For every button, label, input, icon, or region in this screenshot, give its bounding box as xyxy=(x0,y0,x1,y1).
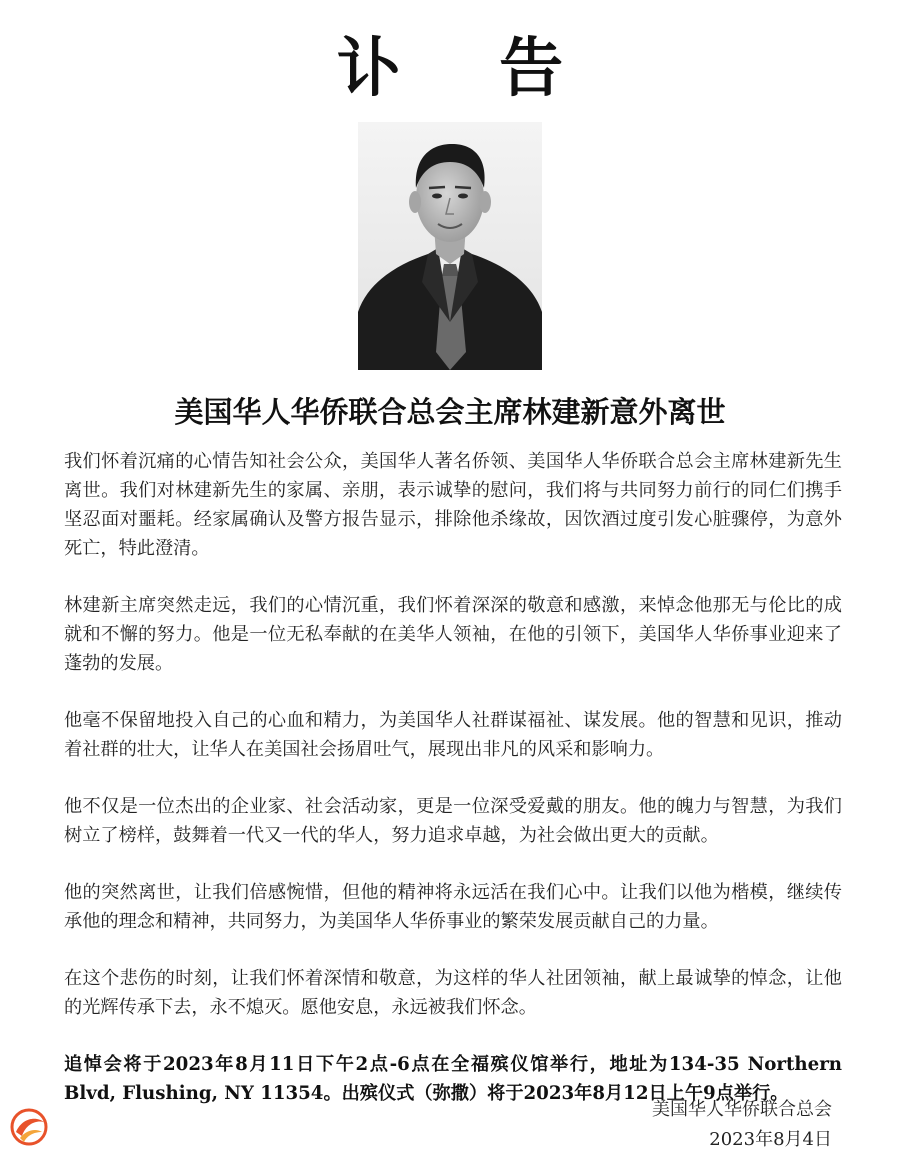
portrait-icon xyxy=(358,122,542,370)
paragraph-5: 他的突然离世，让我们倍感惋惜，但他的精神将永远活在我们心中。让我们以他为楷模，继续传承他的理念和精神，共同努力，为美国华人华侨事业的繁荣发展贡献自己的力量。 xyxy=(64,882,842,932)
obituary-body xyxy=(64,447,842,1136)
signature-organization: 美国华人华侨联合总会 xyxy=(652,1099,832,1120)
portrait-photo xyxy=(358,122,542,370)
obituary-headline: 美国华人华侨联合总会主席林建新意外离世 xyxy=(174,395,726,429)
paragraph-1: 我们怀着沉痛的心情告知社会公众，美国华人著名侨领、美国华人华侨联合总会主席林建新先生离世。我们对林建新先生的家属、亲朋，表示诚挚的慰问，我们将与共同努力前行的同仁们携手坚忍面对噩耗。经家属确认及警方报告显示，排除他杀缘故，因饮酒过度引发心脏骤停，为意外死亡，特此澄清。 xyxy=(64,451,842,559)
page-title: 讣 告 xyxy=(336,31,602,106)
signature-date: 2023年8月4日 xyxy=(709,1129,832,1150)
paragraph-2: 林建新主席突然走远，我们的心情沉重，我们怀着深深的敬意和感激，来悼念他那无与伦比的成就和不懈的努力。他是一位无私奉献的在美华人领袖，在他的引领下，美国华人华侨事业迎来了蓬勃的发展。 xyxy=(64,595,842,674)
paragraph-4: 他不仅是一位杰出的企业家、社会活动家，更是一位深受爱戴的朋友。他的魄力与智慧，为我们树立了榜样，鼓舞着一代又一代的华人，努力追求卓越，为社会做出更大的贡献。 xyxy=(64,796,842,846)
organization-logo-icon xyxy=(10,1108,48,1146)
signature-block xyxy=(652,1095,832,1155)
paragraph-3: 他毫不保留地投入自己的心血和精力，为美国华人社群谋福祉、谋发展。他的智慧和见识，推动着社群的壮大，让华人在美国社会扬眉吐气，展现出非凡的风采和影响力。 xyxy=(64,710,842,760)
service-notice: 追悼会将于2023年8月11日下午2点-6点在全福殡仪馆举行，地址为134-35 Northern Blvd, Flushing, NY 11354。出殡仪式（弥撒）将于2023年8月12日上午9点举行。 xyxy=(64,1054,842,1104)
paragraph-6: 在这个悲伤的时刻，让我们怀着深情和敬意，为这样的华人社团领袖，献上最诚挚的悼念，让他的光辉传承下去，永不熄灭。愿他安息，永远被我们怀念。 xyxy=(64,968,842,1018)
